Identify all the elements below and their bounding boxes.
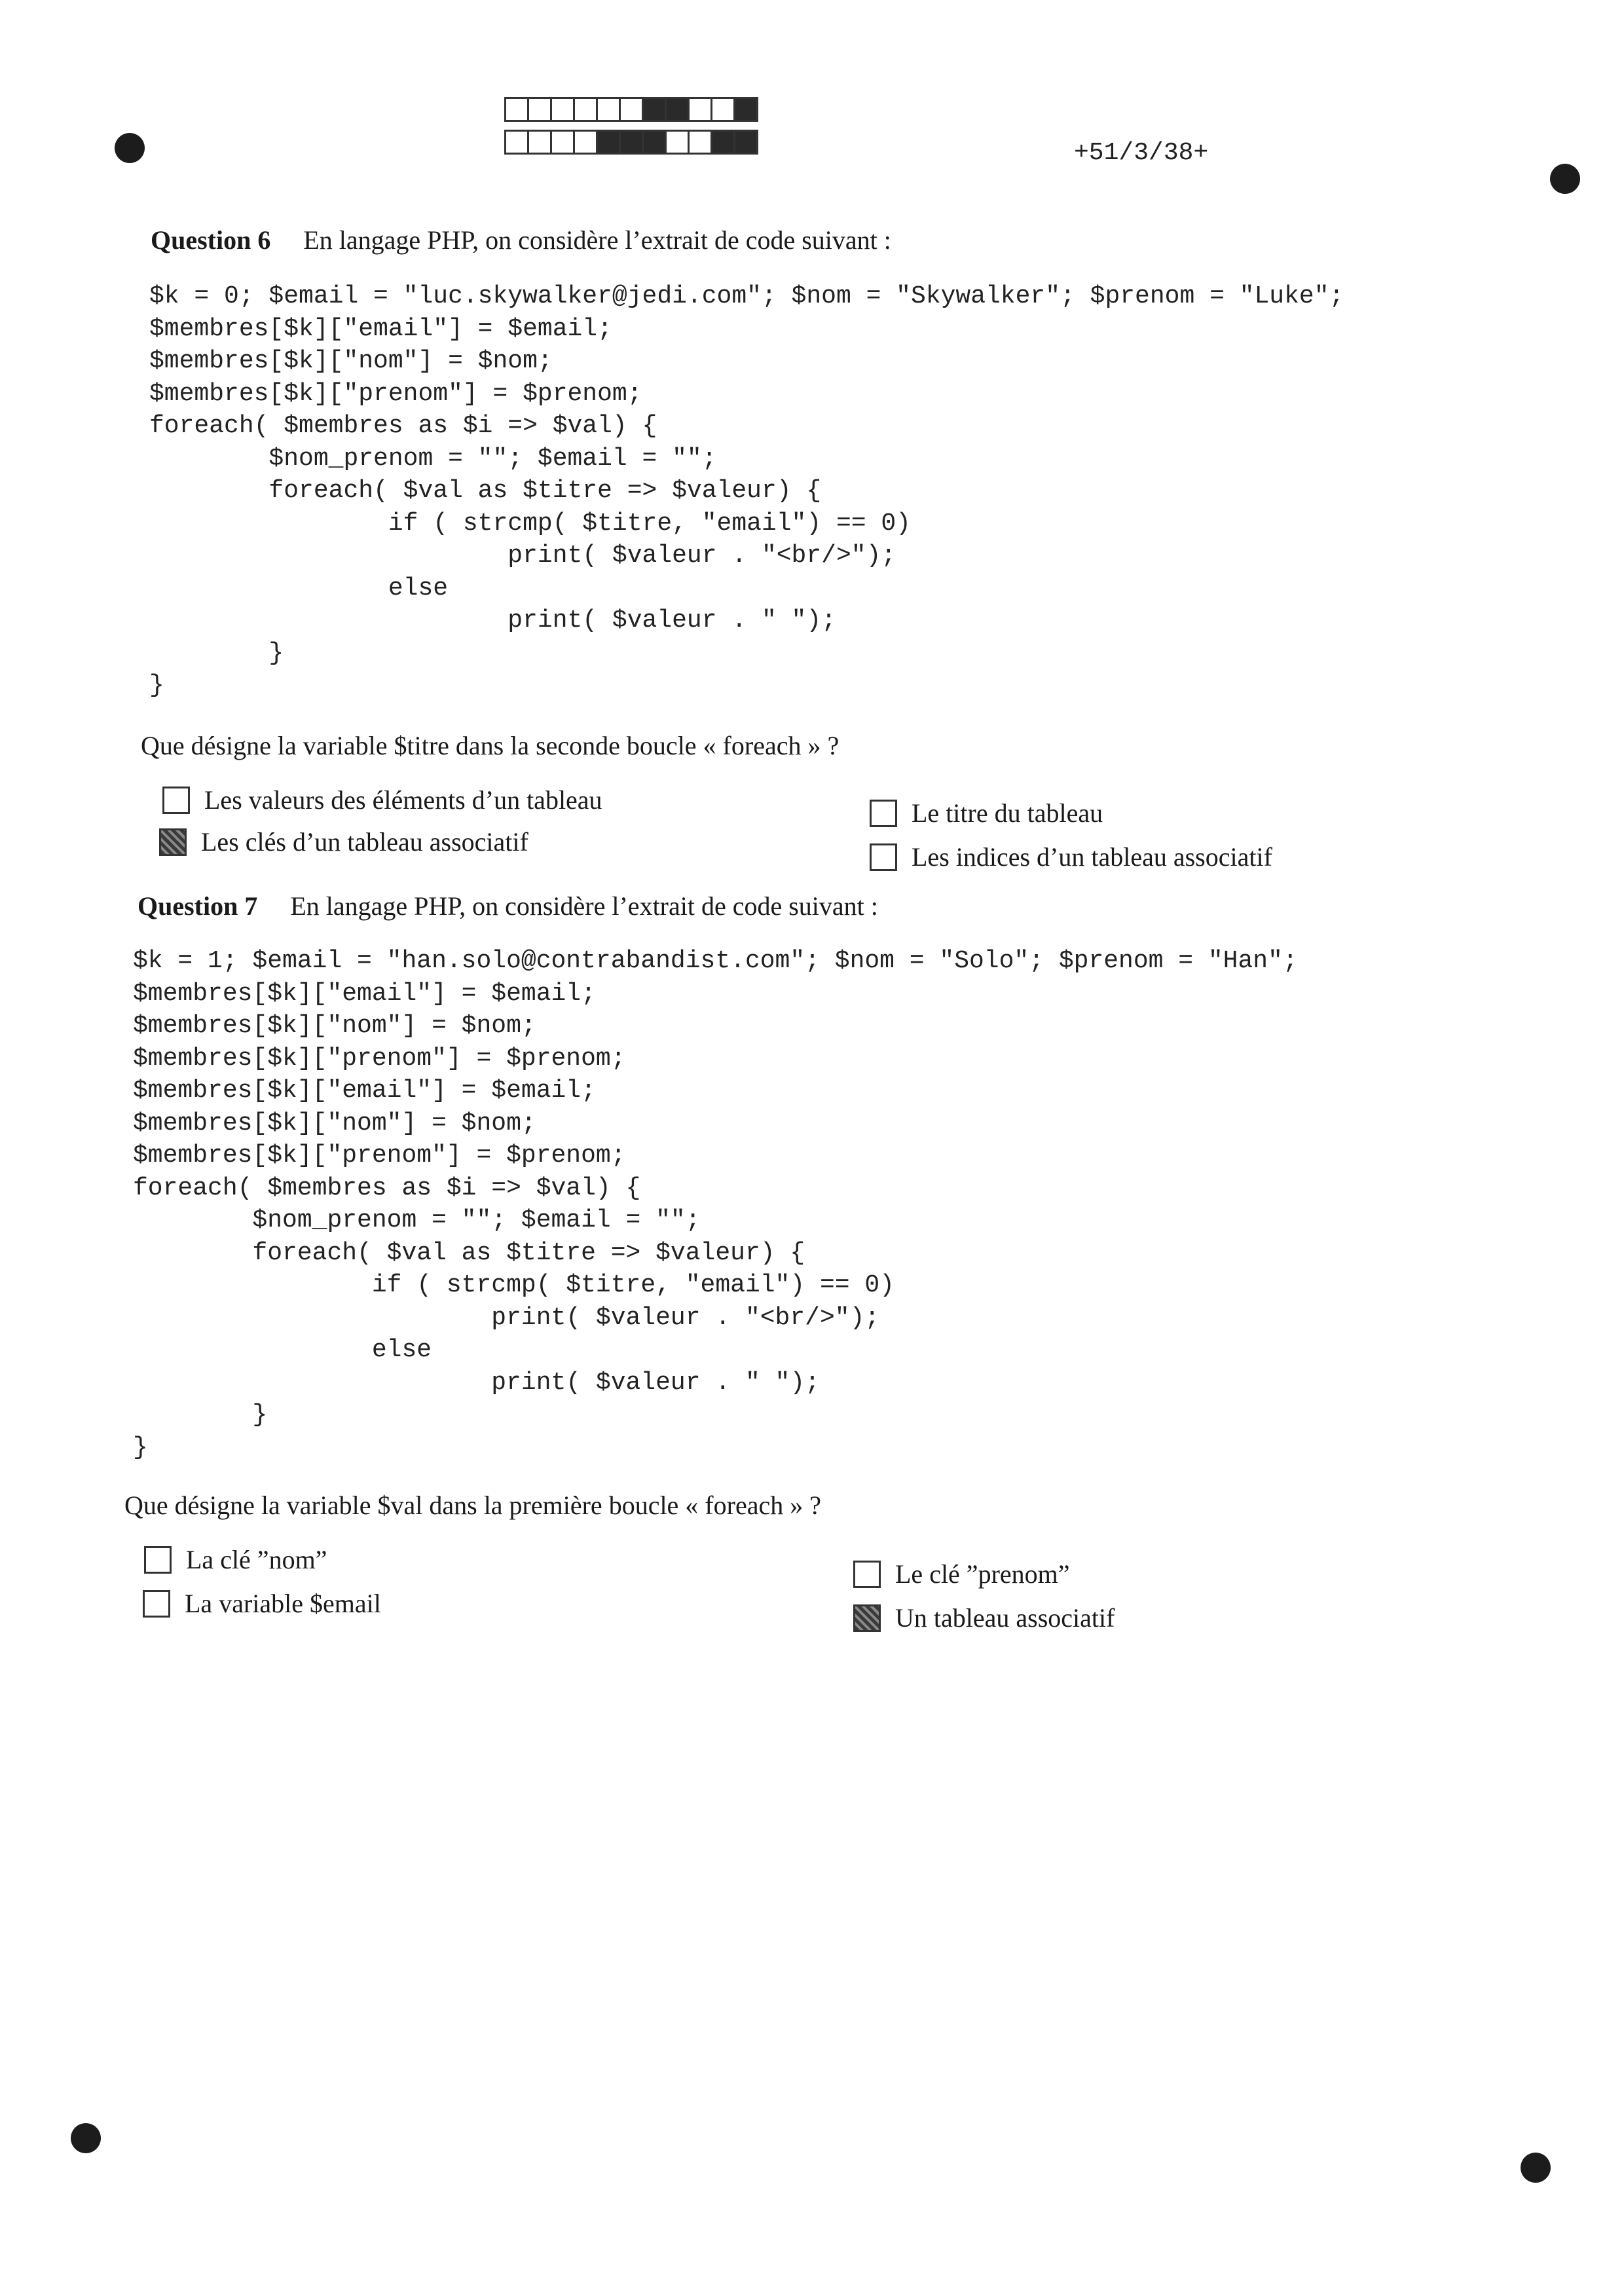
q7-choice-3-checkbox[interactable] xyxy=(853,1561,881,1588)
barcode-cell xyxy=(504,130,529,155)
barcode-cell xyxy=(642,130,667,155)
registration-mark-top-right xyxy=(1550,164,1580,194)
q7-choice-4[interactable] xyxy=(853,1602,1115,1633)
barcode-cell xyxy=(527,97,552,122)
q7-choice-2-checkbox[interactable] xyxy=(143,1590,170,1618)
question-6-intro: En langage PHP, on considère l’extrait de code suivant : xyxy=(303,225,891,255)
question-6-heading xyxy=(151,225,891,255)
barcode-cell xyxy=(619,130,644,155)
barcode-cell xyxy=(710,130,735,155)
barcode-cell xyxy=(550,97,575,122)
barcode-cell xyxy=(710,97,735,122)
barcode-cell xyxy=(596,97,621,122)
question-7-code: $k = 1; $email = "han.solo@contrabandist.com"; $nom = "Solo"; $prenom = "Han"; $membres[$k]["email"] = $email; $membres[$k]["nom"] = $nom; $membres[$k]["prenom"] = $prenom; $membres[$k]["email"] = $email; $membres[$k]["nom"] = $nom; $membres[$k]["prenom"] = $prenom; foreach( $membres as $i => $val) { $nom_prenom = ""; $email = ""; foreach( $val as $titre => $valeur) { if ( strcmp( $titre, "email") == 0) print( $valeur . "<br/>"); else print( $valeur . " "); } } xyxy=(133,947,1298,1462)
page-id: +51/3/38+ xyxy=(1074,139,1209,167)
q6-choice-1[interactable] xyxy=(162,785,602,815)
question-6-prompt: Que désigne la variable $titre dans la seconde boucle « foreach » ? xyxy=(141,731,840,760)
q6-choice-1-checkbox[interactable] xyxy=(162,787,190,814)
q6-choice-3-label: Le titre du tableau xyxy=(912,798,1103,828)
registration-mark-bottom-left xyxy=(71,2123,101,2153)
barcode-cell xyxy=(688,97,712,122)
barcode-cell xyxy=(665,97,690,122)
q7-choice-3-label: Le clé ”prenom” xyxy=(895,1559,1070,1589)
q6-choice-4-label: Les indices d’un tableau associatif xyxy=(912,842,1272,872)
q6-choice-1-label: Les valeurs des éléments d’un tableau xyxy=(204,785,602,815)
q6-choice-3[interactable] xyxy=(870,798,1103,828)
q6-choice-3-checkbox[interactable] xyxy=(870,800,897,827)
question-7-prompt: Que désigne la variable $val dans la première boucle « foreach » ? xyxy=(124,1491,821,1520)
q7-choice-3[interactable] xyxy=(853,1559,1070,1589)
q7-choice-2[interactable] xyxy=(143,1588,381,1619)
question-7-intro: En langage PHP, on considère l’extrait de code suivant : xyxy=(290,891,878,921)
barcode-cell xyxy=(550,130,575,155)
q7-choice-1-checkbox[interactable] xyxy=(144,1546,172,1574)
barcode-cell xyxy=(665,130,690,155)
barcode-row-1 xyxy=(504,97,756,122)
question-6-code: $k = 0; $email = "luc.skywalker@jedi.com"; $nom = "Skywalker"; $prenom = "Luke"; $membres[$k]["email"] = $email; $membres[$k]["nom"] = $nom; $membres[$k]["prenom"] = $prenom; foreach( $membres as $i => $val) { $nom_prenom = ""; $email = ""; foreach( $val as $titre => $valeur) { if ( strcmp( $titre, "email") == 0) print( $valeur . "<br/>"); else print( $valeur . " "); } } xyxy=(149,282,1344,699)
barcode-row-2 xyxy=(504,130,756,155)
registration-mark-top-left xyxy=(115,133,145,163)
q6-choice-2-label: Les clés d’un tableau associatif xyxy=(201,827,528,857)
barcode-cell xyxy=(504,97,529,122)
question-7-label: Question 7 xyxy=(138,891,258,921)
barcode-cell xyxy=(573,97,598,122)
barcode-cell xyxy=(596,130,621,155)
q6-choice-2[interactable] xyxy=(159,826,528,857)
q6-choice-4[interactable] xyxy=(870,842,1272,872)
barcode-cell xyxy=(619,97,644,122)
question-7-heading xyxy=(138,891,878,921)
q6-choice-4-checkbox[interactable] xyxy=(870,843,897,871)
q7-choice-4-checkbox[interactable] xyxy=(853,1604,881,1632)
question-6-label: Question 6 xyxy=(151,225,271,255)
registration-mark-bottom-right xyxy=(1521,2153,1551,2183)
barcode-cell xyxy=(573,130,598,155)
q7-choice-1[interactable] xyxy=(144,1544,327,1575)
barcode-cell xyxy=(527,130,552,155)
barcode-cell xyxy=(688,130,712,155)
q6-choice-2-checkbox[interactable] xyxy=(159,828,187,856)
q7-choice-1-label: La clé ”nom” xyxy=(186,1545,327,1574)
barcode-cell xyxy=(642,97,667,122)
q7-choice-4-label: Un tableau associatif xyxy=(895,1603,1115,1633)
barcode-cell xyxy=(733,130,758,155)
q7-choice-2-label: La variable $email xyxy=(185,1589,381,1618)
barcode-cell xyxy=(733,97,758,122)
